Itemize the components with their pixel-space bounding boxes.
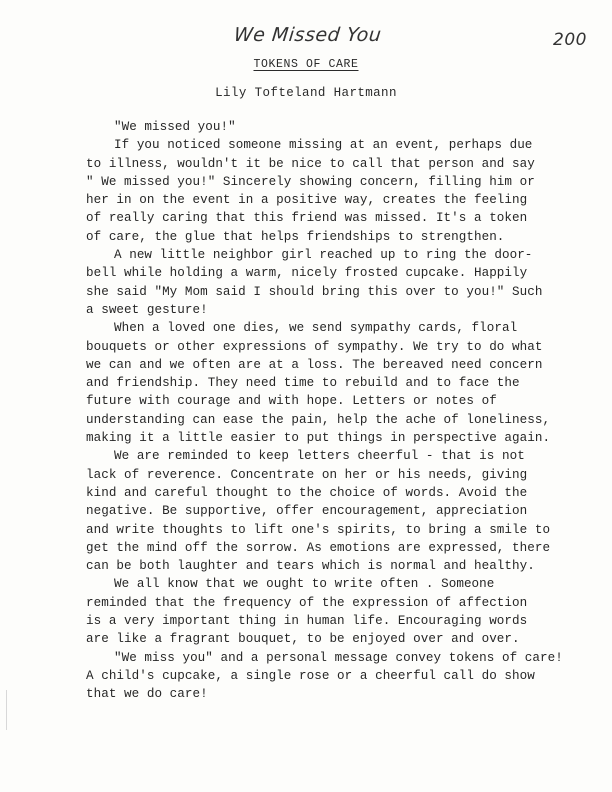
text-line: "We missed you!" [114,120,236,134]
text-line: " We missed you!" Sincerely showing concern, filling him or [86,174,535,189]
text-line: she said "My Mom said I should bring this over to you!" Such [86,284,543,299]
text-line: bouquets or other expressions of sympathy. We try to do what [86,339,543,354]
text-line: When a loved one dies, we send sympathy cards, floral [114,321,518,336]
text-line: we can and we often are at a loss. The bereaved need concern [86,357,543,372]
text-line: If you noticed someone missing at an event, perhaps due [114,138,533,153]
handwritten-title: We Missed You [232,24,383,46]
text-line: her in on the event in a positive way, creates the feeling [86,193,528,208]
text-line: negative. Be supportive, offer encouragement, appreciation [86,504,528,519]
text-line: is a very important thing in human life. Encouraging words [86,614,528,629]
text-line: are like a fragrant bouquet, to be enjoyed over and over. [86,632,520,647]
body-text [86,118,586,704]
text-line: can be both laughter and tears which is normal and healthy. [86,559,535,574]
text-line: that we do care! [86,687,208,702]
text-line: reminded that the frequency of the expression of affection [86,595,528,610]
document-title [0,58,612,71]
text-line: We are reminded to keep letters cheerful - that is not [114,449,525,464]
text-line: understanding can ease the pain, help the ache of loneliness, [86,412,551,427]
text-line: and write thoughts to lift one's spirits, to bring a smile to [86,522,551,537]
text-line: to illness, wouldn't it be nice to call that person and say [86,156,535,171]
margin-mark [6,690,7,730]
text-line: and friendship. They need time to rebuild and to face the [86,376,520,391]
text-line: A child's cupcake, a single rose or a cheerful call do show [86,668,535,683]
text-line: of really caring that this friend was missed. It's a token [86,211,528,226]
document-author: Lily Tofteland Hartmann [215,86,397,100]
text-line: "We miss you" and a personal message convey tokens of care! [114,650,563,665]
text-line: kind and careful thought to the choice of words. Avoid the [86,485,528,500]
text-line: bell while holding a warm, nicely frosted cupcake. Happily [86,266,528,281]
text-line: We all know that we ought to write often . Someone [114,577,495,592]
page-number: 200 [553,30,587,50]
text-line: making it a little easier to put things in perspective again. [86,431,551,446]
text-line: of care, the glue that helps friendships to strengthen. [86,229,505,244]
text-line: a sweet gesture! [86,302,208,317]
text-line: future with courage and with hope. Letters or notes of [86,394,497,409]
document-title-text: TOKENS OF CARE [253,58,359,71]
text-line: lack of reverence. Concentrate on her or his needs, giving [86,467,528,482]
text-line: A new little neighbor girl reached up to ring the door- [114,248,533,263]
text-line: get the mind off the sorrow. As emotions are expressed, there [86,540,551,555]
